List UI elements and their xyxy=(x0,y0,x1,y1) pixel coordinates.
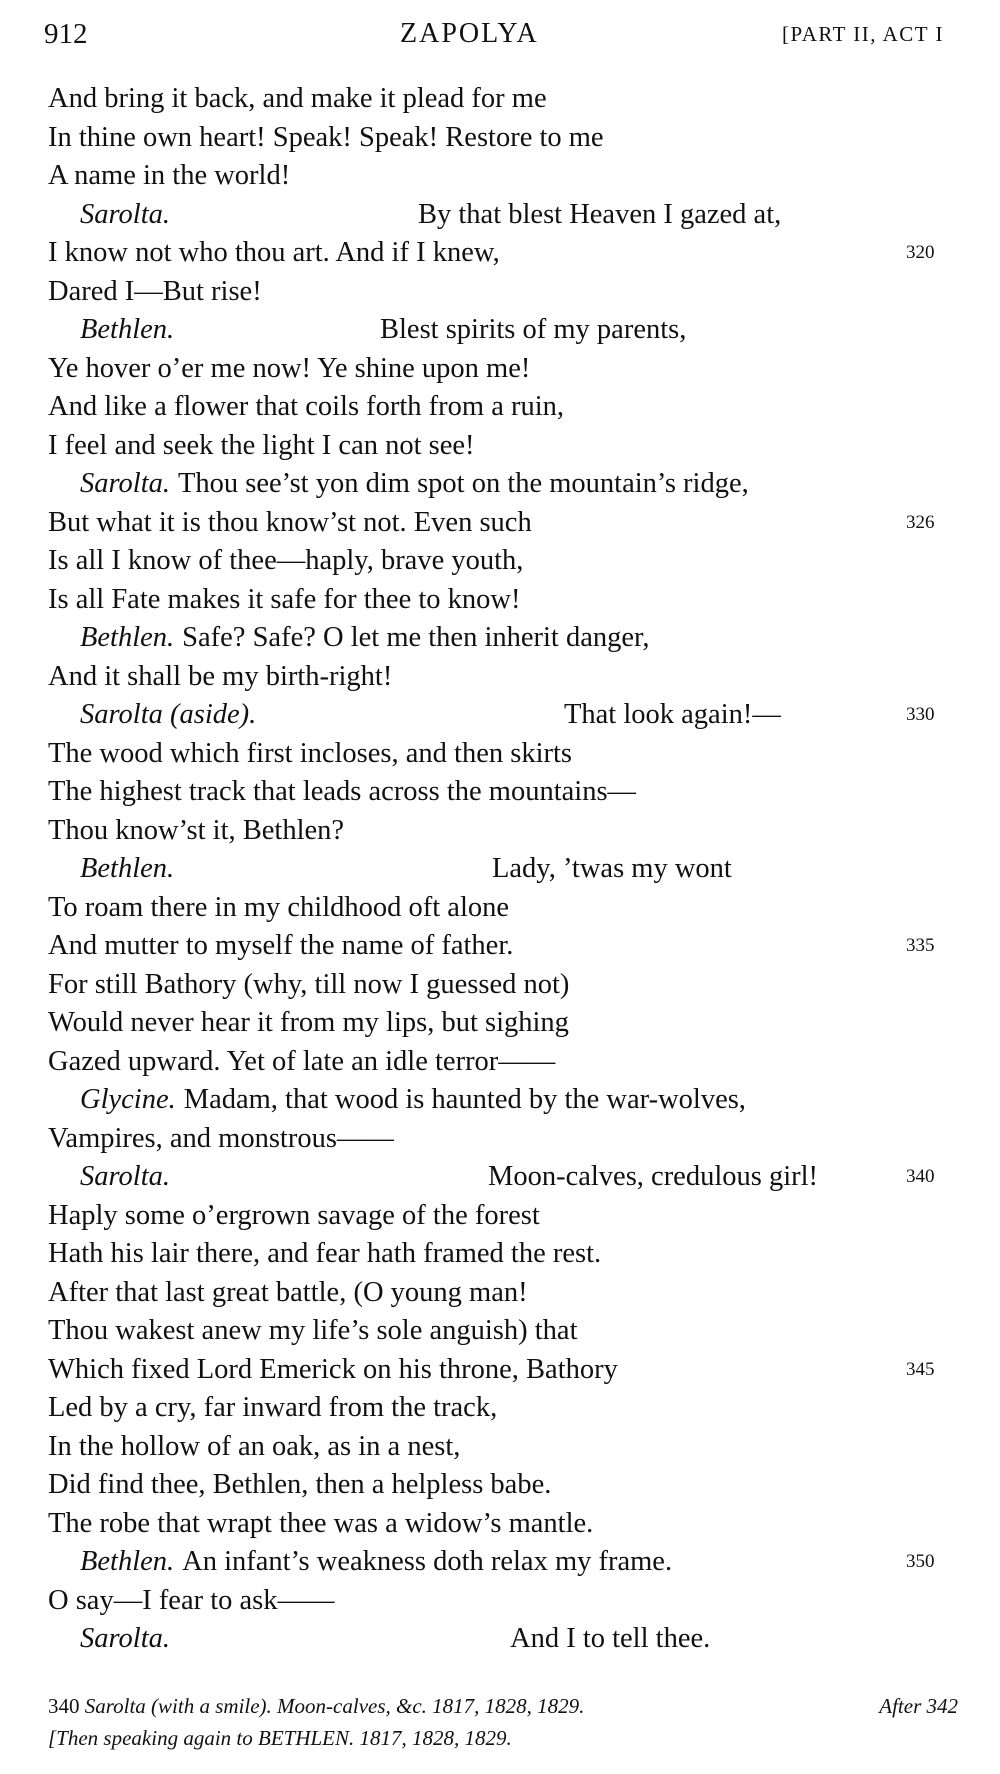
verse-text: The highest track that leads across the mountains— xyxy=(48,776,637,807)
verse-line xyxy=(0,1505,1000,1544)
verse-body xyxy=(0,80,1000,1659)
speech-line xyxy=(0,311,1000,350)
verse-line xyxy=(0,1389,1000,1428)
footnote-text: Sarolta (with a smile). Moon-calves, &c. 1817, 1828, 1829. xyxy=(84,1694,585,1718)
speech-text: Blest spirits of my parents, xyxy=(380,314,687,345)
verse-text: Gazed upward. Yet of late an idle terror—— xyxy=(48,1045,556,1077)
speech-text: Safe? Safe? O let me then inherit danger, xyxy=(182,622,650,653)
speech-line xyxy=(0,465,1000,504)
verse-text: After that last great battle, (O young man! xyxy=(48,1276,528,1308)
verse-text: I know not who thou art. And if I knew, xyxy=(48,237,500,268)
verse-line xyxy=(0,1274,1000,1313)
verse-text: Ye hover o’er me now! Ye shine upon me! xyxy=(48,352,531,384)
footnote-ref: After 342 xyxy=(879,1694,958,1718)
verse-text: And like a flower that coils forth from a ruin, xyxy=(48,391,565,422)
line-number: 335 xyxy=(906,935,935,956)
verse-line xyxy=(0,1004,1000,1043)
speech-text: Lady, ’twas my wont xyxy=(492,853,732,884)
speech-line xyxy=(0,850,1000,889)
verse-text: Would never hear it from my lips, but sighing xyxy=(48,1007,569,1038)
speech-text: And I to tell thee. xyxy=(510,1623,711,1654)
verse-text: The robe that wrapt thee was a widow’s mantle. xyxy=(48,1507,594,1539)
speech-line xyxy=(0,196,1000,235)
speaker-name: Sarolta. xyxy=(80,1623,170,1654)
speaker-name: Sarolta. xyxy=(80,1161,170,1192)
verse-line xyxy=(0,773,1000,812)
line-number: 345 xyxy=(906,1358,935,1380)
verse-line xyxy=(0,427,1000,466)
verse-text: Is all Fate makes it safe for thee to know! xyxy=(48,583,521,615)
line-number: 330 xyxy=(906,704,935,725)
verse-line xyxy=(0,350,1000,389)
verse-line xyxy=(0,157,1000,196)
verse-text: Dared I—But rise! xyxy=(48,275,262,307)
speaker-name: Bethlen. xyxy=(80,314,175,345)
verse-text: For still Bathory (why, till now I guessed not) xyxy=(48,968,570,1000)
verse-text: In thine own heart! Speak! Speak! Restore to me xyxy=(48,121,604,153)
verse-line xyxy=(0,1043,1000,1082)
verse-line xyxy=(0,1466,1000,1505)
verse-text: A name in the world! xyxy=(48,160,291,191)
speech-line xyxy=(0,1081,1000,1120)
verse-line xyxy=(0,658,1000,697)
footnotes xyxy=(48,1690,958,1754)
speech-line xyxy=(0,1620,1000,1659)
verse-text: To roam there in my childhood oft alone xyxy=(48,891,510,923)
verse-line xyxy=(0,542,1000,581)
speech-text: Moon-calves, credulous girl! xyxy=(488,1161,819,1192)
speaker-name: Sarolta (aside). xyxy=(80,699,257,730)
speech-text: By that blest Heaven I gazed at, xyxy=(418,198,782,230)
verse-text: I feel and seek the light I can not see! xyxy=(48,429,475,461)
verse-text: O say—I fear to ask—— xyxy=(48,1584,335,1616)
footnote-text: [Then speaking again to BETHLEN. 1817, 1828, 1829. xyxy=(48,1726,512,1750)
verse-line xyxy=(0,234,1000,273)
speech-line xyxy=(0,619,1000,658)
page-header xyxy=(44,18,944,58)
speaker-name: Bethlen. xyxy=(80,622,175,653)
verse-text: Vampires, and monstrous—— xyxy=(48,1122,394,1154)
speech-line xyxy=(0,696,1000,735)
verse-line xyxy=(0,80,1000,119)
footnote-line-number: 340 xyxy=(48,1694,80,1718)
verse-line xyxy=(0,889,1000,928)
speech-line xyxy=(0,1543,1000,1582)
verse-text: And bring it back, and make it plead for me xyxy=(48,83,547,114)
verse-text: Hath his lair there, and fear hath framed the rest. xyxy=(48,1238,602,1269)
verse-line xyxy=(0,388,1000,427)
verse-text: The wood which first incloses, and then skirts xyxy=(48,737,572,769)
speech-line xyxy=(0,1158,1000,1197)
speaker-name: Sarolta. xyxy=(80,198,170,230)
speech-text: Madam, that wood is haunted by the war-wolves, xyxy=(183,1084,746,1115)
line-number: 350 xyxy=(906,1551,935,1572)
speaker-name: Sarolta. xyxy=(80,468,170,499)
verse-text: Thou wakest anew my life’s sole anguish) that xyxy=(48,1315,578,1346)
speaker-name: Bethlen. xyxy=(80,1546,175,1577)
page-title: ZAPOLYA xyxy=(400,18,539,49)
speaker-name: Bethlen. xyxy=(80,853,175,884)
verse-line xyxy=(0,966,1000,1005)
verse-text: And it shall be my birth-right! xyxy=(48,660,393,692)
verse-text: Did find thee, Bethlen, then a helpless babe. xyxy=(48,1469,552,1500)
verse-line xyxy=(0,1120,1000,1159)
verse-line xyxy=(0,1428,1000,1467)
speaker-name: Glycine. xyxy=(80,1084,176,1115)
verse-line xyxy=(0,581,1000,620)
speech-text: Thou see’st yon dim spot on the mountain’s ridge, xyxy=(178,468,749,499)
verse-text: And mutter to myself the name of father. xyxy=(48,930,514,961)
verse-text: In the hollow of an oak, as in a nest, xyxy=(48,1430,461,1462)
verse-text: Is all I know of thee—haply, brave youth, xyxy=(48,545,524,576)
verse-text: Thou know’st it, Bethlen? xyxy=(48,814,345,846)
verse-line xyxy=(0,927,1000,966)
verse-text: Haply some o’ergrown savage of the forest xyxy=(48,1199,540,1231)
verse-text: Led by a cry, far inward from the track, xyxy=(48,1392,498,1423)
speech-text: That look again!— xyxy=(564,699,781,730)
footnote-line xyxy=(48,1722,958,1754)
line-number: 326 xyxy=(906,511,935,533)
verse-line xyxy=(0,119,1000,158)
verse-line xyxy=(0,1582,1000,1621)
line-number: 340 xyxy=(906,1166,935,1187)
verse-line xyxy=(0,812,1000,851)
running-head: [PART II, ACT I xyxy=(781,22,944,46)
verse-text: Which fixed Lord Emerick on his throne, Bathory xyxy=(48,1353,618,1385)
verse-line xyxy=(0,1312,1000,1351)
speech-text: An infant’s weakness doth relax my frame. xyxy=(182,1546,673,1577)
verse-text: But what it is thou know’st not. Even such xyxy=(48,506,532,538)
verse-line xyxy=(0,273,1000,312)
verse-line xyxy=(0,1351,1000,1390)
verse-line xyxy=(0,504,1000,543)
verse-line xyxy=(0,735,1000,774)
line-number: 320 xyxy=(906,242,935,263)
page-number: 912 xyxy=(44,18,88,50)
verse-line xyxy=(0,1235,1000,1274)
verse-line xyxy=(0,1197,1000,1236)
footnote-line xyxy=(48,1690,958,1722)
